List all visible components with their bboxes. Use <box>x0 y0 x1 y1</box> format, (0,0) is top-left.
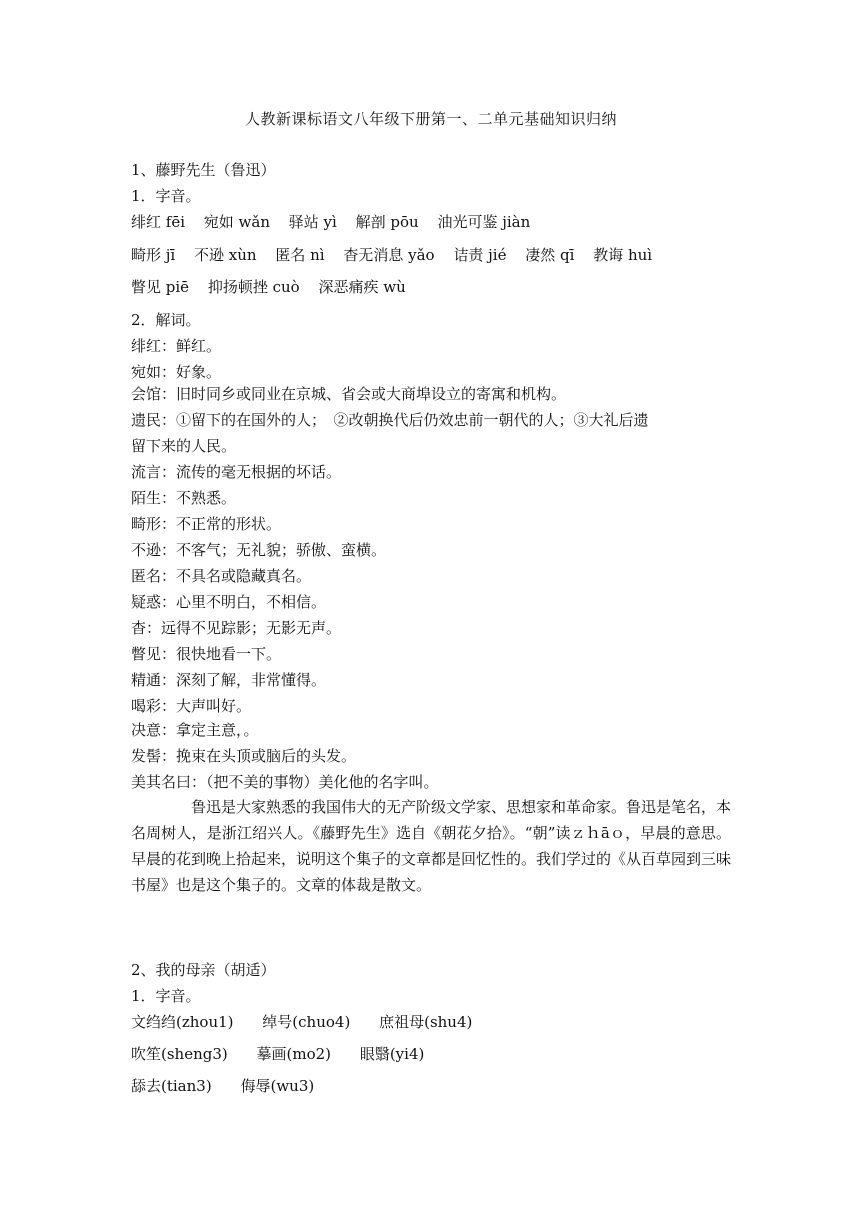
vocab-line: 美其名曰：（把不美的事物）美化他的名字叫。 <box>131 773 439 791</box>
pron-item: 不逊 xùn <box>194 246 257 264</box>
pron-item: 抑扬顿挫 cuò <box>207 278 300 296</box>
vocab-line: 喝彩：大声叫好。 <box>131 697 252 715</box>
section-1-pronunciation-label: 1．字音。 <box>131 187 201 205</box>
section-1-vocab-label: 2．解词。 <box>131 311 201 329</box>
pron-item: 瞥见 piē <box>131 278 190 296</box>
pronunciation-row-4 <box>131 1012 486 1032</box>
vocab-line: 匿名：不具名或隐藏真名。 <box>131 567 312 585</box>
pronunciation-row-6 <box>131 1076 328 1096</box>
pron-item: 解剖 pōu <box>355 213 419 231</box>
pron-item: 吹笙(sheng3) <box>131 1045 228 1063</box>
vocab-line: 不逊：不客气；无礼貌；骄傲、蛮横。 <box>131 541 387 559</box>
pron-item: 绰号(chuo4) <box>262 1013 351 1031</box>
vocab-line: 留下来的人民。 <box>131 437 237 455</box>
pron-item: 舔去(tian3) <box>131 1077 212 1095</box>
pron-item: 侮辱(wu3) <box>240 1077 315 1095</box>
pron-item: 文绉绉(zhou1) <box>131 1013 234 1031</box>
pron-item: 杳无消息 yǎo <box>343 246 435 264</box>
section-1-heading: 1、藤野先生（鲁迅） <box>131 161 276 179</box>
vocab-line: 疑惑：心里不明白，不相信。 <box>131 593 327 611</box>
vocab-line: 宛如：好象。 <box>131 363 222 381</box>
section-2-pronunciation-label: 1．字音。 <box>131 987 201 1005</box>
vocab-line: 绯红：鲜红。 <box>131 337 222 355</box>
pron-item: 诘责 jié <box>453 246 507 264</box>
vocab-line: 流言：流传的毫无根据的坏话。 <box>131 463 342 481</box>
vocab-line: 决意：拿定主意，。 <box>131 721 259 739</box>
pronunciation-row-1 <box>131 212 544 232</box>
pron-item: 油光可鉴 jiàn <box>437 213 531 231</box>
pron-item: 摹画(mo2) <box>256 1045 332 1063</box>
pron-item: 教诲 huì <box>593 246 653 264</box>
author-paragraph: 鲁迅是大家熟悉的我国伟大的无产阶级文学家、思想家和革命家。鲁迅是笔名，本名周树人，是浙江绍兴人。《藤野先生》选自《朝花夕拾》。“朝”读ｚｈāｏ，早晨的意思。早晨的花到晚上拾起来，说明这个集子的文章都是回忆性的。我们学过的《从百草园到三味书屋》也是这个集子的。文章的体裁是散文。 <box>131 798 732 894</box>
pron-item: 庶祖母(shu4) <box>379 1013 473 1031</box>
pronunciation-row-3 <box>131 277 420 297</box>
pron-item: 匿名 nì <box>275 246 325 264</box>
pron-item: 驿站 yì <box>288 213 337 231</box>
pron-item: 绯红 fēi <box>131 213 185 231</box>
pron-item: 宛如 wǎn <box>203 213 270 231</box>
vocab-line: 陌生：不熟悉。 <box>131 489 237 507</box>
pron-item: 深恶痛疾 wù <box>318 278 406 296</box>
pronunciation-row-5 <box>131 1044 438 1064</box>
vocab-line: 精通：深刻了解，非常懂得。 <box>131 671 327 689</box>
pron-item: 眼翳(yi4) <box>359 1045 425 1063</box>
document-title: 人教新课标语文八年级下册第一、二单元基础知识归纳 <box>244 110 617 128</box>
pron-item: 畸形 jī <box>131 246 176 264</box>
vocab-line: 杳：远得不见踪影；无影无声。 <box>131 619 342 637</box>
pron-item: 凄然 qī <box>525 246 575 264</box>
vocab-line: 瞥见：很快地看一下。 <box>131 645 282 663</box>
section-2-heading: 2、我的母亲（胡适） <box>131 961 276 979</box>
vocab-line: 发髻：挽束在头顶或脑后的头发。 <box>131 747 357 765</box>
vocab-line: 畸形：不正常的形状。 <box>131 515 282 533</box>
vocab-line: 会馆：旧时同乡或同业在京城、省会或大商埠设立的寄寓和机构。 <box>131 385 567 403</box>
pronunciation-row-2 <box>131 245 666 265</box>
vocab-line: 遗民：①留下的在国外的人； ②改朝换代后仍效忠前一朝代的人；③大礼后遗 <box>131 411 649 429</box>
